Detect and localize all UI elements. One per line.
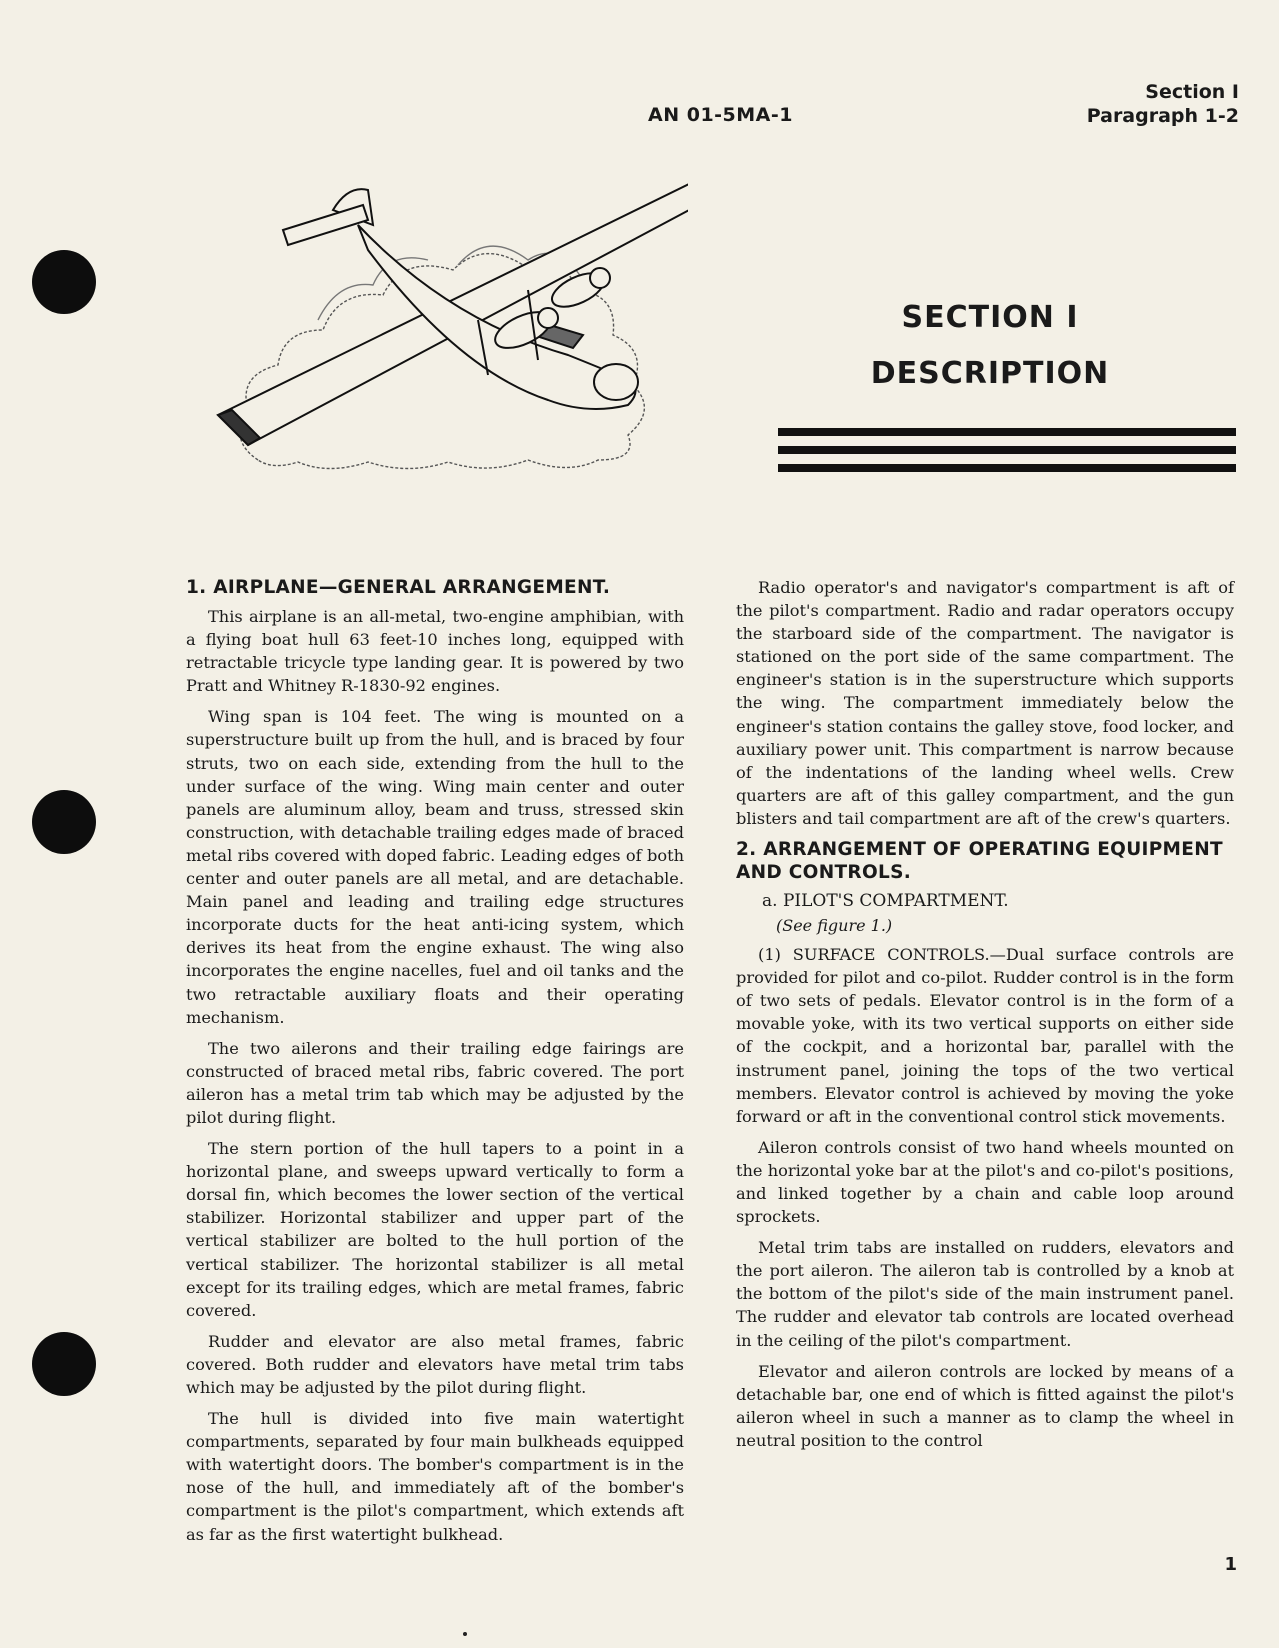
section-stripes <box>778 428 1236 482</box>
heading-general-arrangement: 1. AIRPLANE—GENERAL ARRANGEMENT. <box>186 577 611 598</box>
binder-hole-top <box>32 250 96 314</box>
section-title-line1: SECTION I <box>901 300 1079 335</box>
figure-reference: (See figure 1.) <box>776 916 893 936</box>
paragraph: This airplane is an all-metal, two-engine amphibian, with a flying boat hull 63 feet-10 inches long, equipped with retractable tricycle type landing gear. It is powered by two Pratt and Whitney R-1830-92 engines. <box>186 607 684 696</box>
binder-hole-middle <box>32 790 96 854</box>
paragraph: The stern portion of the hull tapers to a point in a horizontal plane, and sweeps upward vertically to form a dorsal fin, which becomes the lower section of the vertical stabilizer. Horizontal stabilizer and upper part of the vertical stabilizer are bolted to the hull portion of the vertical stabilizer. The horizontal stabilizer is all metal except for its trailing edges, which are metal frames, fabric covered. <box>186 1139 684 1320</box>
section-reference <box>1087 80 1239 128</box>
right-column <box>736 576 1234 1460</box>
paragraph: Aileron controls consist of two hand wheels mounted on the horizontal yoke bar at the pilot's and co-pilot's positions, and linked together by a chain and cable loop around sprockets. <box>736 1137 1234 1227</box>
heading-operating-equipment: 2. ARRANGEMENT OF OPERATING EQUIPMENT AND CONTROLS. <box>736 839 1223 884</box>
flying-boat-airplane-illustration <box>188 170 688 480</box>
paragraph: Wing span is 104 feet. The wing is mounted on a superstructure built up from the hull, and is braced by four struts, two on each side, extending from the hull to the under surface of the wing. Wing main center and outer panels are aluminum alloy, beam and truss, stressed skin construction, with detachable trailing edges made of braced metal ribs covered with doped fabric. Leading edges of both center and outer panels are all metal, and are detachable. Main panel and leading and trailing edge structures incorporate ducts for the heat anti-icing system, which derives its heat from the engine exhaust. The wing also incorporates the engine nacelles, fuel and oil tanks and the two retractable auxiliary floats and their operating mechanism. <box>186 707 684 1027</box>
page-number: 1 <box>1224 1554 1237 1575</box>
document-id: AN 01-5MA-1 <box>648 104 793 126</box>
paragraph: Radio operator's and navigator's compartment is aft of the pilot's compartment. Radio and radar operators occupy the starboard side of the compartment. The navigator is stationed on the port side of the same compartment. The engineer's station is in the superstructure which supports the wing. The compartment immediately below the engineer's station contains the galley stove, food locker, and auxiliary power unit. This compartment is narrow because of the indentations of the landing wheel wells. Crew quarters are aft of this galley compartment, and the gun blisters and tail compartment are aft of the crew's quarters. <box>736 578 1234 828</box>
paragraph: Elevator and aileron controls are locked by means of a detachable bar, one end of which is fitted against the pilot's aileron wheel in such a manner as to clamp the wheel in neutral position to the control <box>736 1361 1234 1450</box>
section-ref-label: Section I <box>1145 81 1239 103</box>
subheading-pilots-compartment: a. PILOT'S COMPARTMENT. <box>762 891 1009 912</box>
section-title-line2: DESCRIPTION <box>870 356 1110 391</box>
binder-hole-bottom <box>32 1332 96 1396</box>
paragraph: (1) SURFACE CONTROLS.—Dual surface controls are provided for pilot and co-pilot. Rudder control is in the form of two sets of pedals. Elevator control is in the form of a movable yoke, with its two vertical supports on either side of the cockpit, and a horizontal bar, parallel with the instrument panel, joining the tops of the two vertical members. Elevator control is achieved by moving the yoke forward or aft in the conventional control stick movements. <box>736 945 1234 1126</box>
paragraph: The hull is divided into five main watertight compartments, separated by four main bulkheads equipped with watertight doors. The bomber's compartment is in the nose of the hull, and immediately aft of the bomber's compartment is the pilot's compartment, which extends aft as far as the first watertight bulkhead. <box>186 1409 684 1544</box>
paragraph: Rudder and elevator are also metal frames, fabric covered. Both rudder and elevators have metal trim tabs which may be adjusted by the pilot during flight. <box>186 1331 684 1397</box>
paragraph: The two ailerons and their trailing edge fairings are constructed of braced metal ribs, fabric covered. The port aileron has a metal trim tab which may be adjusted by the pilot during flight. <box>186 1038 684 1127</box>
left-column <box>186 576 684 1554</box>
paragraph: Metal trim tabs are installed on rudders, elevators and the port aileron. The aileron tab is controlled by a knob at the bottom of the pilot's side of the main instrument panel. The rudder and elevator tab controls are located overhead in the ceiling of the pilot's compartment. <box>736 1238 1234 1350</box>
paragraph-ref-label: Paragraph 1-2 <box>1086 105 1239 127</box>
print-mark <box>463 1632 467 1636</box>
